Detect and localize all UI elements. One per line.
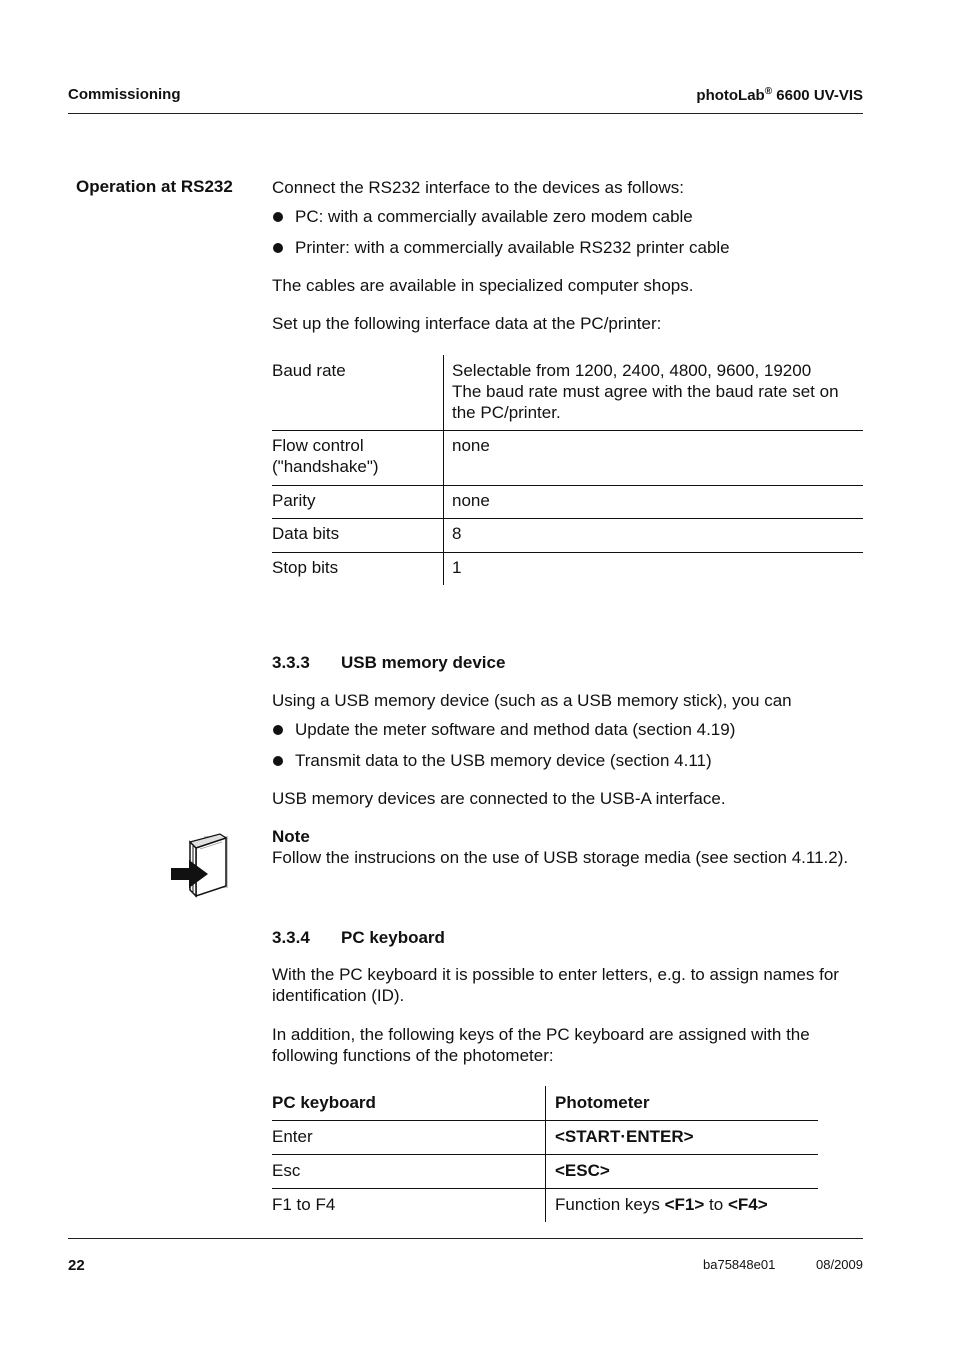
bullet-dot xyxy=(273,243,283,253)
header-product xyxy=(696,86,863,104)
bullet-dot xyxy=(273,756,283,766)
registered-mark: ® xyxy=(764,86,773,97)
section-title: PC keyboard xyxy=(341,928,445,947)
bullet-dot xyxy=(273,212,283,222)
bullet-dot xyxy=(273,725,283,735)
note-title: Note xyxy=(272,827,310,846)
keyboard-para2: In addition, the following keys of the PC keyboard are assigned with the following functions of the photometer: xyxy=(272,1025,810,1065)
keyboard-para1: With the PC keyboard it is possible to enter letters, e.g. to assign names for identification (ID). xyxy=(272,965,839,1005)
interface-data-table xyxy=(272,355,863,585)
table-row: Esc <ESC> xyxy=(272,1155,818,1189)
table-header-row xyxy=(272,1086,818,1121)
table-row: Data bits 8 xyxy=(272,518,863,552)
column-header: PC keyboard xyxy=(272,1086,546,1121)
table-row: Parity none xyxy=(272,485,863,518)
product-model: 6600 UV-VIS xyxy=(772,87,863,104)
table-row: F1 to F4 Function keys <F1> to <F4> xyxy=(272,1189,818,1223)
side-heading: Operation at RS232 xyxy=(76,177,233,196)
section-number: 3.3.3 xyxy=(272,653,310,672)
doc-date: 08/2009 xyxy=(816,1257,863,1272)
cables-note: The cables are available in specialized computer shops. xyxy=(272,276,694,295)
header-section: Commissioning xyxy=(68,86,181,103)
header-rule xyxy=(68,113,863,114)
rs232-intro: Connect the RS232 interface to the devices as follows: xyxy=(272,178,685,197)
table-row: Enter <START·ENTER> xyxy=(272,1121,818,1155)
product-name: photoLab xyxy=(696,87,765,104)
book-arrow-icon xyxy=(170,832,230,900)
section-number: 3.3.4 xyxy=(272,928,310,947)
table-row: Stop bits 1 xyxy=(272,552,863,585)
footer-rule xyxy=(68,1238,863,1239)
usb-connect-note: USB memory devices are connected to the USB-A interface. xyxy=(272,789,726,808)
page-number: 22 xyxy=(68,1257,85,1274)
keyboard-table xyxy=(272,1086,818,1222)
usb-intro: Using a USB memory device (such as a USB memory stick), you can xyxy=(272,691,792,710)
doc-id: ba75848e01 xyxy=(703,1257,776,1272)
note-text: Follow the instrucions on the use of USB storage media (see section 4.11.2). xyxy=(272,848,849,867)
setup-note: Set up the following interface data at the PC/printer: xyxy=(272,314,662,333)
column-header: Photometer xyxy=(555,1093,650,1112)
table-row: Baud rate Selectable from 1200, 2400, 4800, 9600, 19200 The baud rate must agree with the baud rate set on the PC/printer. xyxy=(272,355,863,430)
table-row: Flow control ("handshake") none xyxy=(272,430,863,485)
section-title: USB memory device xyxy=(341,653,506,672)
